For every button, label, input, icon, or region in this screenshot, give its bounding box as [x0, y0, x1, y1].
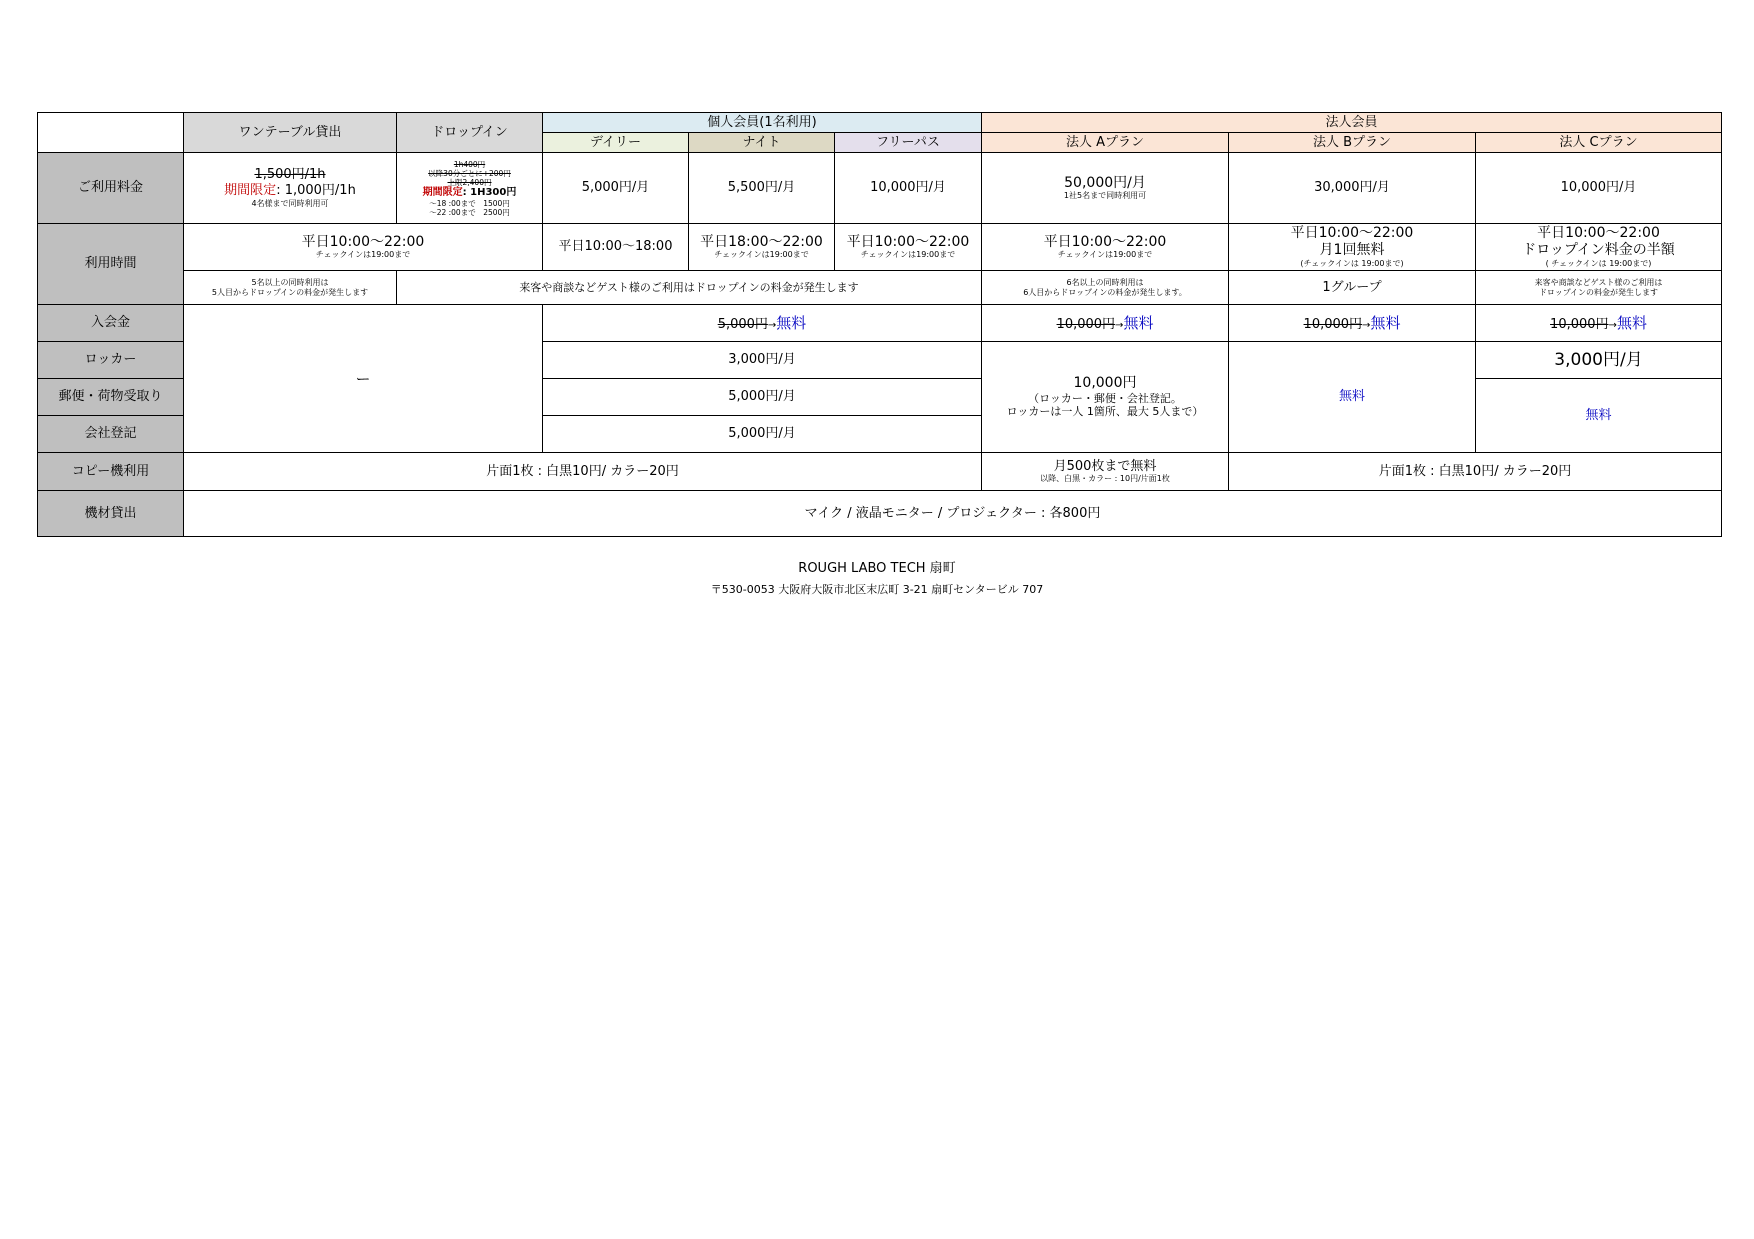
col-header-daily: デイリー	[543, 133, 689, 153]
col-header-free-pass: フリーパス	[835, 133, 982, 153]
admission-arrow: →	[1362, 319, 1371, 331]
hours-note-corp-c-line2: ドロップインの料金が発生します	[1538, 287, 1659, 297]
admission-corp-c-free: 無料	[1616, 313, 1647, 332]
row-label-locker: ロッカー	[38, 342, 184, 379]
one-table-promo-price: : 1,000円/1h	[276, 183, 356, 198]
hours-free-note: チェックインは19:00まで	[860, 250, 956, 260]
hours-shared-note: チェックインは19:00まで	[315, 250, 411, 260]
hours-corp-c-main: 平日10:00～22:00	[1537, 225, 1660, 242]
locker-individual: 3,000円/月	[543, 342, 982, 379]
dropin-old-line1: 1h400円	[453, 159, 486, 169]
fee-corp-a	[982, 153, 1229, 224]
admission-arrow: →	[1608, 319, 1617, 331]
admission-corp-a-old: 10,000円	[1056, 316, 1116, 332]
hours-corp-a-note: チェックインは19:00まで	[1057, 250, 1153, 260]
admission-corp-c-old: 10,000円	[1550, 316, 1609, 332]
corp-a-bundle	[982, 342, 1229, 453]
copy-standard: 片面1枚 : 白黒10円/ カラー20円	[184, 453, 982, 491]
admission-individual	[543, 305, 982, 342]
col-header-dropin: ドロップイン	[397, 113, 543, 153]
group-header-corporate: 法人会員	[982, 113, 1722, 133]
hours-corp-a	[982, 224, 1229, 271]
hours-note-corp-b: 1グループ	[1229, 271, 1476, 305]
one-table-note: 4名様まで同時利用可	[251, 198, 329, 208]
not-applicable-dash: ー	[184, 305, 543, 453]
dropin-note2: ～22 :00まで 2500円	[429, 207, 510, 217]
fee-corp-b: 30,000円/月	[1229, 153, 1476, 224]
equipment-value: マイク / 液晶モニター / プロジェクター : 各800円	[184, 491, 1722, 537]
hours-corp-c-note: ( チェックインは 19:00まで)	[1545, 258, 1652, 268]
corp-a-bundle-line3: ロッカーは一人 1箇所、最大 5人まで）	[1006, 405, 1204, 419]
hours-corp-b-main: 平日10:00～22:00	[1290, 225, 1414, 242]
fee-one-table	[184, 153, 397, 224]
copy-corp-a-main: 月500枚まで無料	[1053, 458, 1157, 474]
company-address: 〒530-0053 大阪府大阪市北区末広町 3-21 扇町センタービル 707	[710, 583, 1044, 596]
group-header-individual: 個人会員(1名利用)	[543, 113, 982, 133]
registration-individual: 5,000円/月	[543, 416, 982, 453]
admission-individual-old: 5,000円	[717, 316, 768, 332]
fee-corp-c: 10,000円/月	[1476, 153, 1722, 224]
admission-corp-b-old: 10,000円	[1303, 316, 1363, 332]
hours-corp-c-line2: ドロップイン料金の半額	[1522, 242, 1675, 258]
admission-corp-c	[1476, 305, 1722, 342]
hours-corp-b-note: (チェックインは 19:00まで)	[1300, 258, 1404, 268]
corner-cell	[38, 113, 184, 153]
fee-daily: 5,000円/月	[543, 153, 689, 224]
one-table-promo-label: 期間限定	[224, 183, 277, 198]
row-label-fee: ご利用料金	[38, 153, 184, 224]
hours-corp-a-main: 平日10:00～22:00	[1043, 233, 1167, 250]
copy-corp-a	[982, 453, 1229, 491]
admission-corp-b	[1229, 305, 1476, 342]
corp-a-price: 50,000円/月	[1064, 174, 1146, 191]
hours-free-pass	[835, 224, 982, 271]
company-name: ROUGH LABO TECH 扇町	[798, 561, 956, 576]
pricing-table	[37, 112, 1722, 537]
row-label-equipment: 機材貸出	[38, 491, 184, 537]
hours-night	[689, 224, 835, 271]
hours-corp-b	[1229, 224, 1476, 271]
hours-night-note: チェックインは19:00まで	[714, 250, 809, 260]
dropin-note1: ～18 :00まで 1500円	[429, 198, 510, 208]
admission-arrow: →	[767, 319, 777, 331]
hours-shared-main: 平日10:00～22:00	[301, 233, 425, 250]
corp-a-bundle-line1: 10,000円	[1073, 375, 1137, 392]
hours-note-corp-a	[982, 271, 1229, 305]
fee-free-pass: 10,000円/月	[835, 153, 982, 224]
admission-individual-free: 無料	[776, 313, 807, 332]
copy-corp-bc: 片面1枚 : 白黒10円/ カラー20円	[1229, 453, 1722, 491]
dropin-old-line3: 上限2,400円	[447, 177, 492, 187]
corp-a-bundle-line2: （ロッカー・郵便・会社登記。	[1028, 392, 1182, 406]
dropin-old-line2: 以降30分ごとに+200円	[428, 168, 511, 178]
hours-corp-b-line2: 月1回無料	[1319, 242, 1385, 258]
row-label-copy: コピー機利用	[38, 453, 184, 491]
fee-night: 5,500円/月	[689, 153, 835, 224]
admission-arrow: →	[1115, 319, 1124, 331]
row-label-hours: 利用時間	[38, 224, 184, 305]
admission-corp-a-free: 無料	[1123, 313, 1154, 332]
col-header-corp-b: 法人 Bプラン	[1229, 133, 1476, 153]
dropin-promo-price: : 1H300円	[462, 186, 517, 198]
hours-note-corp-a-line2: 6人目からドロップインの料金が発生します。	[1023, 287, 1187, 297]
fee-dropin	[397, 153, 543, 224]
hours-note-corp-a-line1: 6名以上の同時利用は	[1066, 277, 1144, 287]
corp-c-bundle-free: 無料	[1476, 379, 1722, 453]
col-header-one-table: ワンテーブル貸出	[184, 113, 397, 153]
hours-note-guests: 来客や商談などゲスト様のご利用はドロップインの料金が発生します	[397, 271, 982, 305]
hours-note-corp-c	[1476, 271, 1722, 305]
hours-shared	[184, 224, 543, 271]
dropin-promo-label: 期間限定	[422, 186, 463, 198]
row-label-mail: 郵便・荷物受取り	[38, 379, 184, 416]
hours-free-main: 平日10:00～22:00	[846, 233, 970, 250]
admission-corp-a	[982, 305, 1229, 342]
col-header-corp-a: 法人 Aプラン	[982, 133, 1229, 153]
corp-b-bundle-free: 無料	[1229, 342, 1476, 453]
hours-corp-c	[1476, 224, 1722, 271]
copy-corp-a-note: 以降、白黒・カラー : 10円/片面1枚	[1040, 474, 1170, 484]
hours-note-one-table	[184, 271, 397, 305]
hours-note-one-table-line2: 5人目からドロップインの料金が発生します	[211, 287, 369, 297]
col-header-corp-c: 法人 Cプラン	[1476, 133, 1722, 153]
corp-a-price-note: 1社5名まで同時利用可	[1063, 191, 1147, 201]
row-label-admission: 入会金	[38, 305, 184, 342]
admission-corp-b-free: 無料	[1370, 313, 1401, 332]
col-header-night: ナイト	[689, 133, 835, 153]
mail-individual: 5,000円/月	[543, 379, 982, 416]
hours-night-main: 平日18:00～22:00	[700, 233, 823, 250]
hours-note-one-table-line1: 5名以上の同時利用は	[251, 277, 329, 287]
row-label-registration: 会社登記	[38, 416, 184, 453]
locker-corp-c: 3,000円/月	[1476, 342, 1722, 379]
hours-daily: 平日10:00～18:00	[543, 224, 689, 271]
hours-note-corp-c-line1: 来客や商談などゲスト様のご利用は	[1534, 277, 1663, 287]
one-table-old-price: 1,500円/1h	[254, 167, 326, 183]
